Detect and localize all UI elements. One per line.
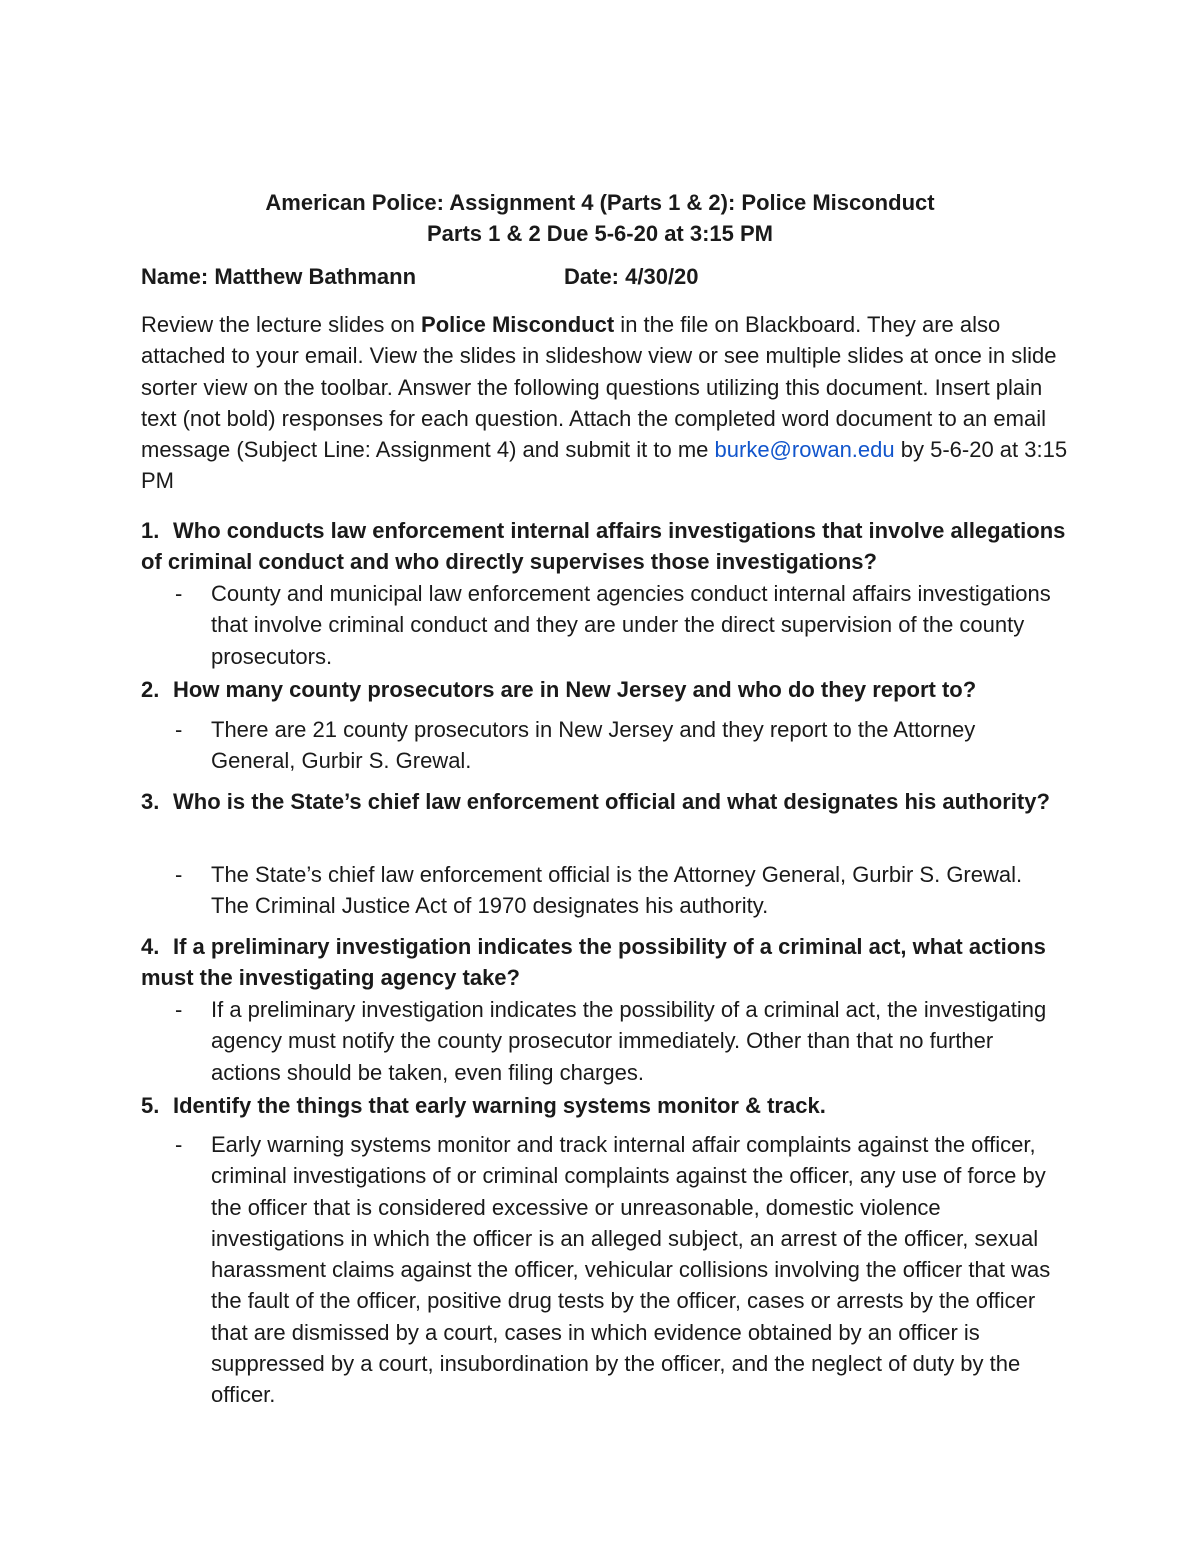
question-text: If a preliminary investigation indicates the possibility of a criminal act, what actions must the investigating agency take?: [141, 934, 1046, 991]
answer-text: There are 21 county prosecutors in New Jersey and they report to the Attorney General, Gurbir S. Grewal.: [211, 717, 976, 774]
instructions-text: by 5-6-20 at 3:15 PM: [141, 437, 1068, 494]
answer-text: If a preliminary investigation indicates the possibility of a criminal act, the investigating agency must notify the county prosecutor immediately. Other than that no further actions should be taken, even filing charges.: [211, 997, 1047, 1085]
question-number: 3.: [141, 789, 160, 814]
answer-3: [175, 859, 1061, 922]
question-number: 1.: [141, 518, 160, 543]
instructions-text: Review the lecture slides on: [141, 312, 422, 337]
answer-4: [175, 994, 1061, 1088]
question-5: [141, 1090, 1071, 1121]
question-number: 5.: [141, 1093, 160, 1118]
email-link[interactable]: burke@rowan.edu: [714, 437, 895, 463]
answer-5: [175, 1129, 1061, 1411]
question-2: [141, 674, 1071, 705]
instructions-text: in the file on Blackboard. They are also attached to your email. View the slides in slideshow view or see multiple slides at once in slide sorter view on the toolbar. Answer the following questions utilizing this document. Insert plain text (not bold) responses for each question. Attach the completed word document to an email message (Subject Line: Assignment 4) and submit it to me: [141, 312, 1057, 463]
answer-1: [175, 578, 1061, 672]
instructions-bold-term: Police Misconduct: [421, 312, 615, 337]
question-text: How many county prosecutors are in New Jersey and who do they report to?: [173, 677, 977, 702]
question-number: 2.: [141, 677, 160, 702]
question-text: Who is the State’s chief law enforcement official and what designates his authority?: [173, 789, 1050, 814]
answer-text: The State’s chief law enforcement official is the Attorney General, Gurbir S. Grewal. The Criminal Justice Act of 1970 designates his authority.: [211, 862, 1023, 919]
document-subtitle-due-date: Parts 1 & 2 Due 5-6-20 at 3:15 PM: [426, 221, 774, 246]
list-dash: -: [175, 1132, 183, 1157]
list-dash: -: [175, 581, 183, 606]
document-title: American Police: Assignment 4 (Parts 1 & 2): Police Misconduct: [265, 190, 935, 215]
student-name: Name: Matthew Bathmann: [141, 264, 417, 289]
question-3: [141, 786, 1071, 817]
answer-text: County and municipal law enforcement agencies conduct internal affairs investigations that involve criminal conduct and they are under the direct supervision of the county prosecutors.: [211, 581, 1051, 669]
question-text: Who conducts law enforcement internal affairs investigations that involve allegations of criminal conduct and who directly supervises those investigations?: [141, 518, 1066, 575]
list-dash: -: [175, 997, 183, 1022]
question-text: Identify the things that early warning systems monitor & track.: [173, 1093, 826, 1118]
question-1: [141, 515, 1071, 578]
submission-date: Date: 4/30/20: [564, 264, 699, 289]
question-4: [141, 931, 1071, 994]
answer-text: Early warning systems monitor and track internal affair complaints against the officer, criminal investigations of or criminal complaints against the officer, any use of force by the officer that is considered excessive or unreasonable, domestic violence investigations in which the officer is an alleged subject, an arrest of the officer, sexual harassment claims against the officer, vehicular collisions involving the officer that was the fault of the officer, positive drug tests by the officer, cases or arrests by the officer that are dismissed by a court, cases in which evidence obtained by an officer is suppressed by a court, insubordination by the officer, and the neglect of duty by the officer.: [211, 1132, 1051, 1408]
answer-2: [175, 714, 1061, 777]
list-dash: -: [175, 717, 183, 742]
list-dash: -: [175, 862, 183, 887]
instructions-paragraph: [141, 309, 1071, 497]
question-number: 4.: [141, 934, 160, 959]
